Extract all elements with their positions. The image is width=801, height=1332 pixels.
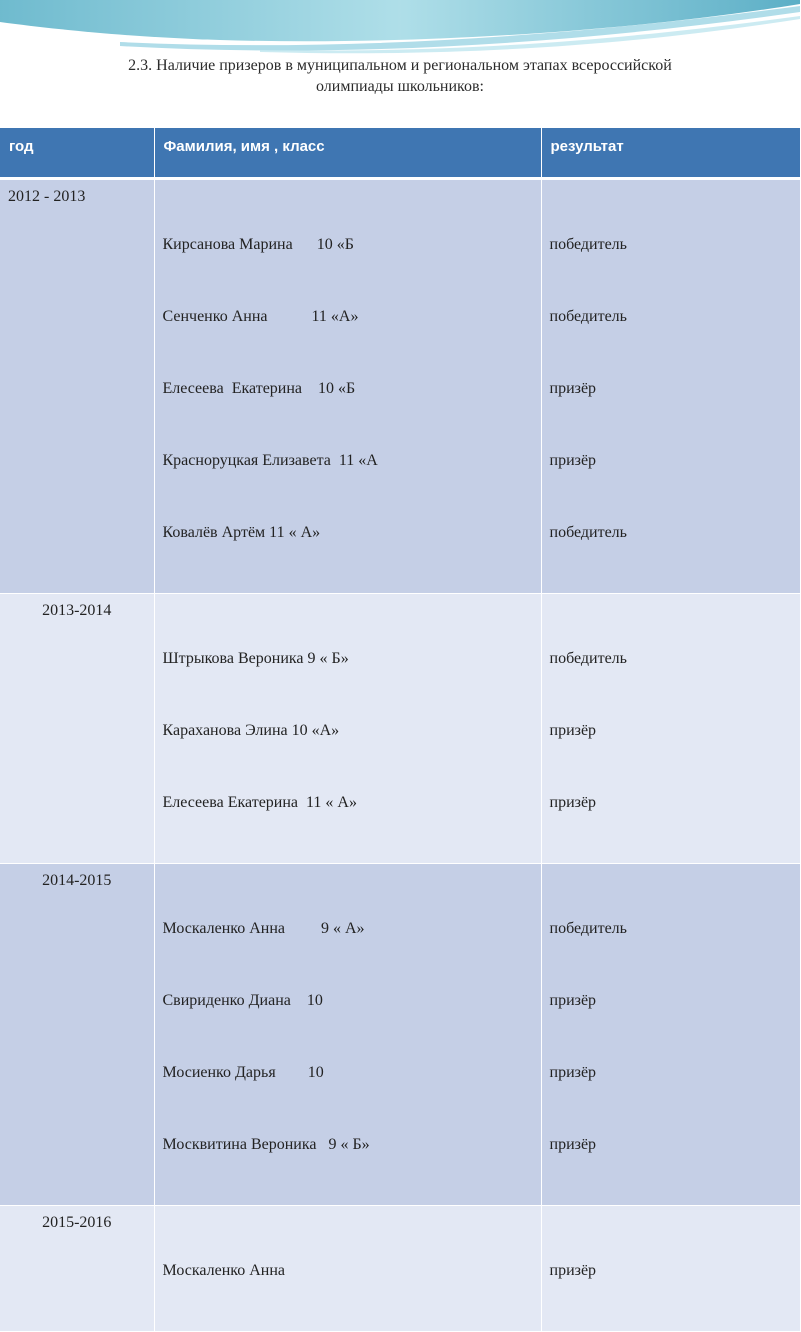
student-name: Караханова Элина 10 «А» (162, 721, 340, 739)
student-name: Ковалёв Артём 11 « А» (162, 523, 321, 541)
table-row (0, 1205, 800, 1331)
result-value: призёр (549, 991, 597, 1009)
student-name: Москаленко Анна (162, 1261, 285, 1279)
student-name: Москвитина Вероника 9 « Б» (162, 1135, 370, 1153)
slide-title-line-1: 2.3. Наличие призеров в муниципальном и региональном этапах всероссийской (128, 57, 672, 74)
slide-title (0, 55, 800, 97)
student-name: Сенченко Анна 11 «А» (162, 307, 359, 325)
student-name: Елесеева Екатерина 10 «Б (162, 379, 356, 397)
table-header-row (0, 128, 800, 178)
student-name: Елесеева Екатерина 11 « А» (162, 793, 357, 811)
student-name: Кирсанова Марина 10 «Б (162, 235, 354, 253)
names-cell (154, 863, 541, 1205)
result-value: призёр (549, 721, 597, 739)
student-name: Свириденко Диана 10 (162, 991, 323, 1009)
student-name: Красноруцкая Елизавета 11 «А (162, 451, 378, 469)
column-header-name-class: Фамилия, имя , класс (154, 128, 541, 178)
student-name: Штрыкова Вероника 9 « Б» (162, 649, 349, 667)
results-cell (541, 1205, 800, 1331)
year-cell: 2012 - 2013 (0, 178, 154, 593)
result-value: победитель (549, 523, 627, 541)
table-row (0, 593, 800, 863)
olympiad-winners-table (0, 128, 801, 1332)
result-value: призёр (549, 1063, 597, 1081)
student-name: Мосиенко Дарья 10 (162, 1063, 324, 1081)
results-cell (541, 178, 800, 593)
result-value: победитель (549, 307, 627, 325)
result-value: призёр (549, 451, 597, 469)
results-cell (541, 593, 800, 863)
result-value: призёр (549, 1135, 597, 1153)
column-header-result: результат (541, 128, 800, 178)
result-value: победитель (549, 235, 627, 253)
slide-title-line-2: олимпиады школьников: (315, 78, 484, 95)
header-wave-decoration (0, 0, 800, 60)
result-value: призёр (549, 379, 597, 397)
names-cell (154, 593, 541, 863)
result-value: призёр (549, 1261, 597, 1279)
table-row (0, 178, 800, 593)
names-cell (154, 178, 541, 593)
student-name: Москаленко Анна 9 « А» (162, 919, 365, 937)
year-cell: 2015-2016 (0, 1205, 154, 1331)
result-value: победитель (549, 649, 627, 667)
names-cell (154, 1205, 541, 1331)
result-value: призёр (549, 793, 597, 811)
column-header-year: год (0, 128, 154, 178)
year-cell: 2014-2015 (0, 863, 154, 1205)
table-row (0, 863, 800, 1205)
results-cell (541, 863, 800, 1205)
result-value: победитель (549, 919, 627, 937)
year-cell: 2013-2014 (0, 593, 154, 863)
